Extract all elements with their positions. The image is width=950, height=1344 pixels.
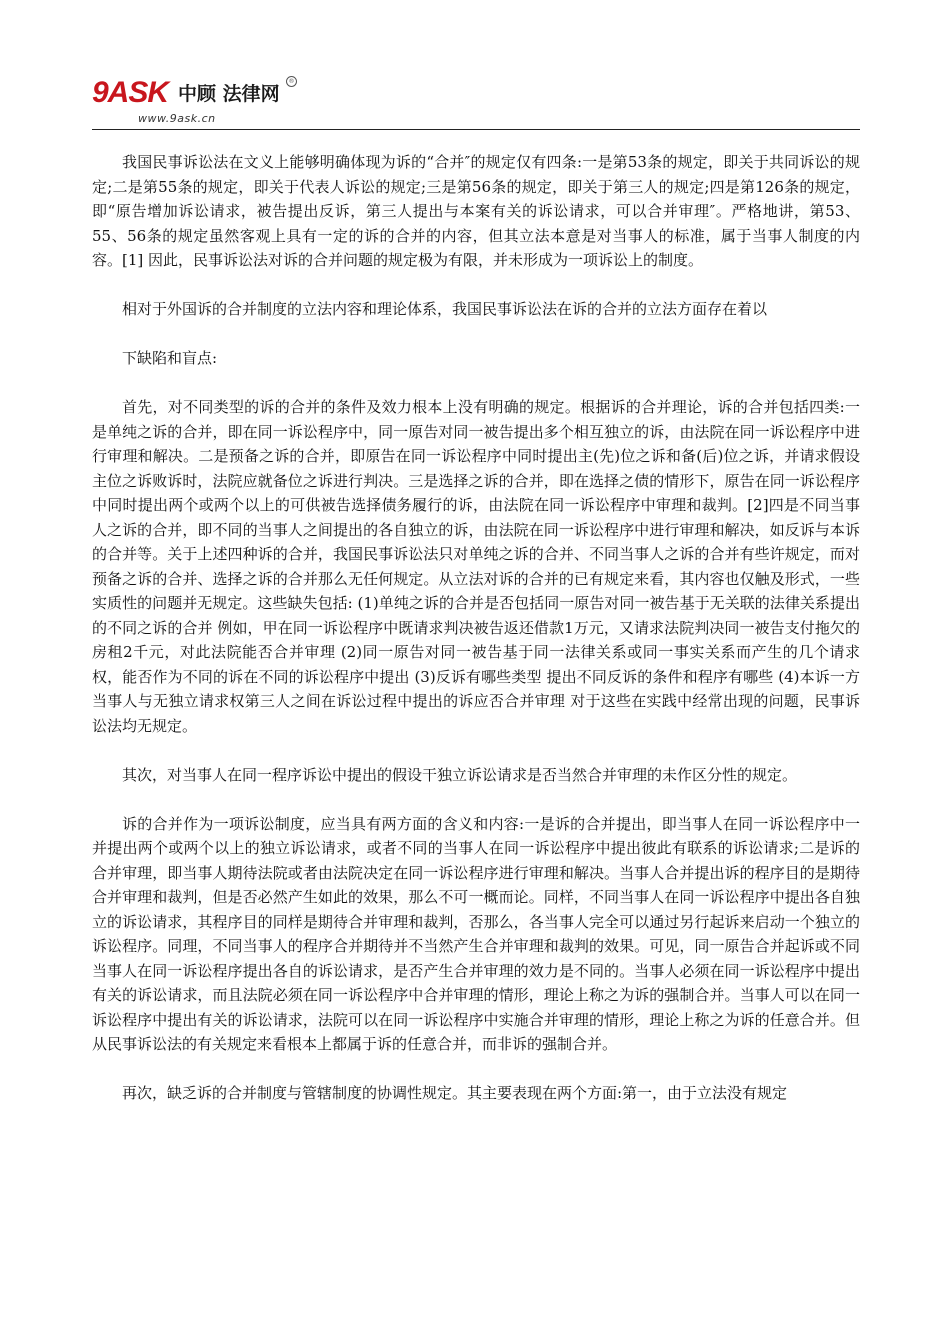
paragraph-5: 其次，对当事人在同一程序诉讼中提出的假设干独立诉讼请求是否当然合并审理的未作区分性的规定。 (122, 765, 798, 784)
paragraph-4: 首先，对不同类型的诉的合并的条件及效力根本上没有明确的规定。根据诉的合并理论，诉的合并包括四类:一是单纯之诉的合并，即在同一诉讼程序中，同一原告对同一被告提出多个相互独立的诉，由法院在同一诉讼程序中进行审理和解决。二是预备之诉的合并，即原告在同一诉讼程序中同时提出主(先)位之诉和备(后)位之诉，并请求假设主位之诉败诉时，法院应就备位之诉进行判决。三是选择之诉的合并，即在选择之债的情形下，原告在同一诉讼程序中同时提出两个或两个以上的可供被告选择债务履行的诉，由法院在同一诉讼程序中审理和裁判。[2]四是不同当事人之诉的合并，即不同的当事人之间提出的各自独立的诉，由法院在同一诉讼程序中进行审理和解决，如反诉与本诉的合并等。关于上述四种诉的合并，我国民事诉讼法只对单纯之诉的合并、不同当事人之诉的合并有些许规定，而对预备之诉的合并、选择之诉的合并那么无任何规定。从立法对诉的合并的已有规定来看，其内容也仅触及形式，一些实质性的问题并无规定。这些缺失包括: (1)单纯之诉的合并是否包括同一原告对同一被告基于无关联的法律关系提出的不同之诉的合并 例如，甲在同一诉讼程序中既请求判决被告返还借款1万元，又请求法院判决同一被告支付拖欠的房租2千元，对此法院能否合并审理 (2)同一原告对同一被告基于同一法律关系或同一事实关系而产生的几个请求权，能否作为不同的诉在不同的诉讼程序中提出 (3)反诉有哪些类型 提出不同反诉的条件和程序有哪些 (4)本诉一方当事人与无独立请求权第三人之间在诉讼过程中提出的诉应否合并审理 对于这些在实践中经常出现的问题，民事诉讼法均无规定。 (92, 398, 860, 735)
document-body (92, 150, 860, 1106)
header-divider (92, 129, 860, 130)
paragraph-2: 相对于外国诉的合并制度的立法内容和理论体系，我国民事诉讼法在诉的合并的立法方面存在着以 (122, 300, 768, 318)
paragraph-7: 再次，缺乏诉的合并制度与管辖制度的协调性规定。其主要表现在两个方面:第一，由于立法没有规定 (122, 1084, 788, 1102)
paragraph-1: 我国民事诉讼法在文义上能够明确体现为诉的“合并″的规定仅有四条:一是第53条的规定，即关于共同诉讼的规定;二是第55条的规定，即关于代表人诉讼的规定;三是第56条的规定，即关于第三人的规定;四是第126条的规定，即“原告增加诉讼请求，被告提出反诉，第三人提出与本案有关的诉讼请求，可以合并审理″。严格地讲，第53、55、56条的规定虽然客观上具有一定的诉的合并的内容，但其立法本意是对当事人的标准，属于当事人制度的内容。[1] 因此，民事诉讼法对诉的合并问题的规定极为有限，并未形成为一项诉讼上的制度。 (92, 153, 860, 269)
page-header (92, 68, 862, 130)
paragraph-6: 诉的合并作为一项诉讼制度，应当具有两方面的含义和内容:一是诉的合并提出，即当事人在同一诉讼程序中一并提出两个或两个以上的独立诉讼请求，或者不同的当事人在同一诉讼程序中提出彼此有联系的诉讼请求;二是诉的合并审理，即当事人期待法院或者由法院决定在同一诉讼程序进行审理和解决。当事人合并提出诉的程序目的是期待合并审理和裁判，但是否必然产生如此的效果，那么不可一概而论。同样，不同当事人在同一诉讼程序中提出各自独立的诉讼请求，其程序目的同样是期待合并审理和裁判，否那么，各当事人完全可以通过另行起诉来启动一个独立的诉讼程序。同理，不同当事人的程序合并期待并不当然产生合并审理和裁判的效果。可见，同一原告合并起诉或不同当事人在同一诉讼程序提出各自的诉讼请求，是否产生合并审理的效力是不同的。当事人必须在同一诉讼程序中提出有关的诉讼请求，而且法院必须在同一诉讼程序中合并审理的情形，理论上称之为诉的强制合并。当事人可以在同一诉讼程序中提出有关的诉讼请求，法院可以在同一诉讼程序中实施合并审理的情形，理论上称之为诉的任意合并。但从民事诉讼法的有关规定来看根本上都属于诉的任意合并，而非诉的强制合并。 (92, 814, 860, 1053)
logo-chinese-name: 中顾 法律网 (178, 83, 280, 105)
logo-url: www.9ask.cn (138, 112, 216, 125)
paragraph-3: 下缺陷和盲点: (122, 349, 218, 367)
9ask-logo[interactable] (92, 76, 352, 125)
registered-mark-icon: ® (286, 76, 297, 87)
logo-mark: 9ASK (92, 76, 169, 109)
